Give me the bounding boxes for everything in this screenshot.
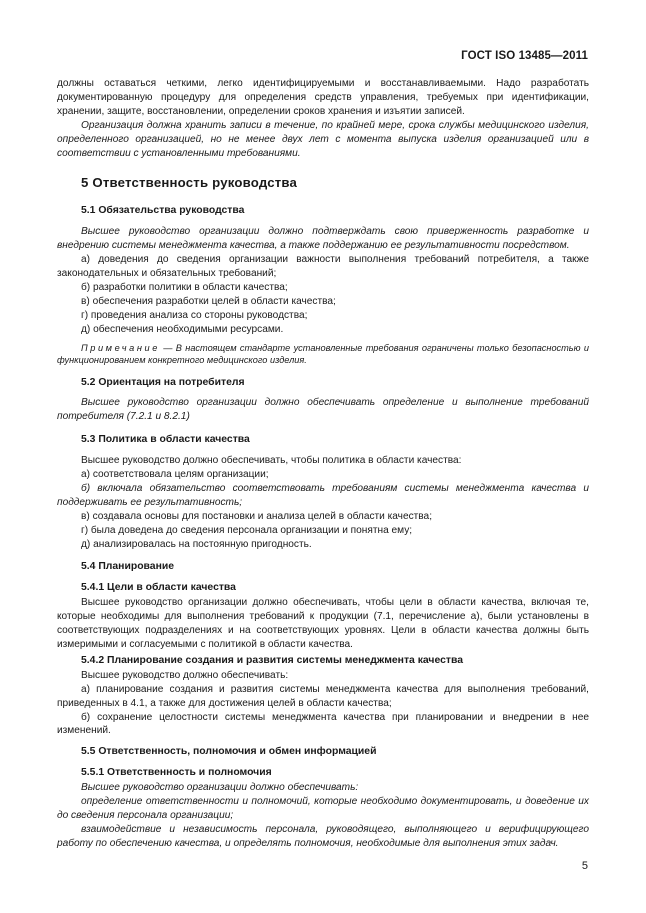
page-content <box>57 77 589 851</box>
list-item: б) включала обязательство соответствовать требованиям системы менеджмента качества и поддерживать ее результативность; <box>57 482 589 508</box>
note-text: — В настоящем стандарте установленные требования ограничены только безопасностью и функционированием конкретного медицинского изделия. <box>57 342 589 365</box>
section-5-3-lead: Высшее руководство должно обеспечивать, чтобы политика в области качества: <box>81 455 462 467</box>
list-item: а) планирование создания и развития системы менеджмента качества для выполнения требований, приведенных в 4.1, а также для достижения целей в области качества; <box>57 683 589 709</box>
list-item: г) была доведена до сведения персонала организации и понятна ему; <box>81 524 413 536</box>
list-item: в) обеспечения разработки целей в области качества; <box>81 295 336 307</box>
section-5-4-1-heading: 5.4.1 Цели в области качества <box>81 582 236 594</box>
section-5-4-heading: 5.4 Планирование <box>81 561 175 573</box>
list-item: б) разработки политики в области качества; <box>81 281 288 293</box>
standard-header: ГОСТ ISO 13485—2011 <box>461 50 588 62</box>
list-item: а) соответствовала целям организации; <box>81 469 269 481</box>
list-item: взаимодействие и независимость персонала, руководящего, выполняющего и верифицирующего работу по обеспечению качества, и определять полномочия, необходимые для выполнения этих задач. <box>57 823 589 849</box>
list-item: д) анализировалась на постоянную пригодность. <box>81 538 312 550</box>
section-5-1-lead: Высшее руководство организации должно подтверждать свою приверженность разработке и внедрению системы менеджмента качества, а также поддержанию ее результативности посредством. <box>57 226 589 252</box>
section-5-4-2-lead: Высшее руководство должно обеспечивать: <box>81 669 289 681</box>
list-item: д) обеспечения необходимыми ресурсами. <box>81 323 284 335</box>
note <box>57 342 589 367</box>
list-item: г) проведения анализа со стороны руководства; <box>81 309 308 321</box>
list-item: б) сохранение целостности системы менеджмента качества при планировании и внедрении в нее изменений. <box>57 711 589 737</box>
note-label: Примечание <box>81 342 160 353</box>
list-item: определение ответственности и полномочий, которые необходимо документировать, и доведение их до сведения персонала организации; <box>57 796 589 821</box>
section-5-5-1-lead: Высшее руководство организации должно обеспечивать: <box>81 782 359 794</box>
section-5-2-heading: 5.2 Ориентация на потребителя <box>81 376 245 388</box>
section-5-3-heading: 5.3 Политика в области качества <box>81 434 250 446</box>
intro-retention-paragraph: Организация должна хранить записи в течение, по крайней мере, срока службы медицинского изделия, определенного организацией, но не менее двух лет с момента выпуска изделия организацией или в соответствии с установленными требованиями. <box>57 119 589 159</box>
intro-paragraph: должны оставаться четкими, легко идентифицируемыми и восстанавливаемыми. Надо разработать документированную процедуру для определения средств управления, требуемых при идентификации, хранении, защите, восстановлении, определении сроков хранения и изъятии записей. <box>57 78 589 117</box>
page-number: 5 <box>581 860 588 872</box>
section-5-heading: 5 Ответственность руководства <box>81 175 298 191</box>
section-5-5-heading: 5.5 Ответственность, полномочия и обмен информацией <box>81 746 377 758</box>
list-item: а) доведения до сведения организации важности выполнения требований потребителя, а также законодательных и обязательных требований; <box>57 254 589 279</box>
section-5-2-text: Высшее руководство организации должно обеспечивать определение и выполнение требований потребителя (7.2.1 и 8.2.1) <box>57 397 589 423</box>
list-item: в) создавала основы для постановки и анализа целей в области качества; <box>81 510 433 522</box>
section-5-1-heading: 5.1 Обязательства руководства <box>81 205 245 217</box>
section-5-5-1-heading: 5.5.1 Ответственность и полномочия <box>81 767 272 779</box>
section-5-4-2-heading: 5.4.2 Планирование создания и развития системы менеджмента качества <box>81 654 463 666</box>
section-5-4-1-text: Высшее руководство организации должно обеспечивать, чтобы цели в области качества, включая те, которые необходимы для выполнения требований к продукции (7.1, перечисление а), были установлены в соответствующих подразделениях и на соответствующих уровнях. Цели в области качества должны быть измеримыми и согласуемыми с политикой в области качества. <box>57 597 589 650</box>
